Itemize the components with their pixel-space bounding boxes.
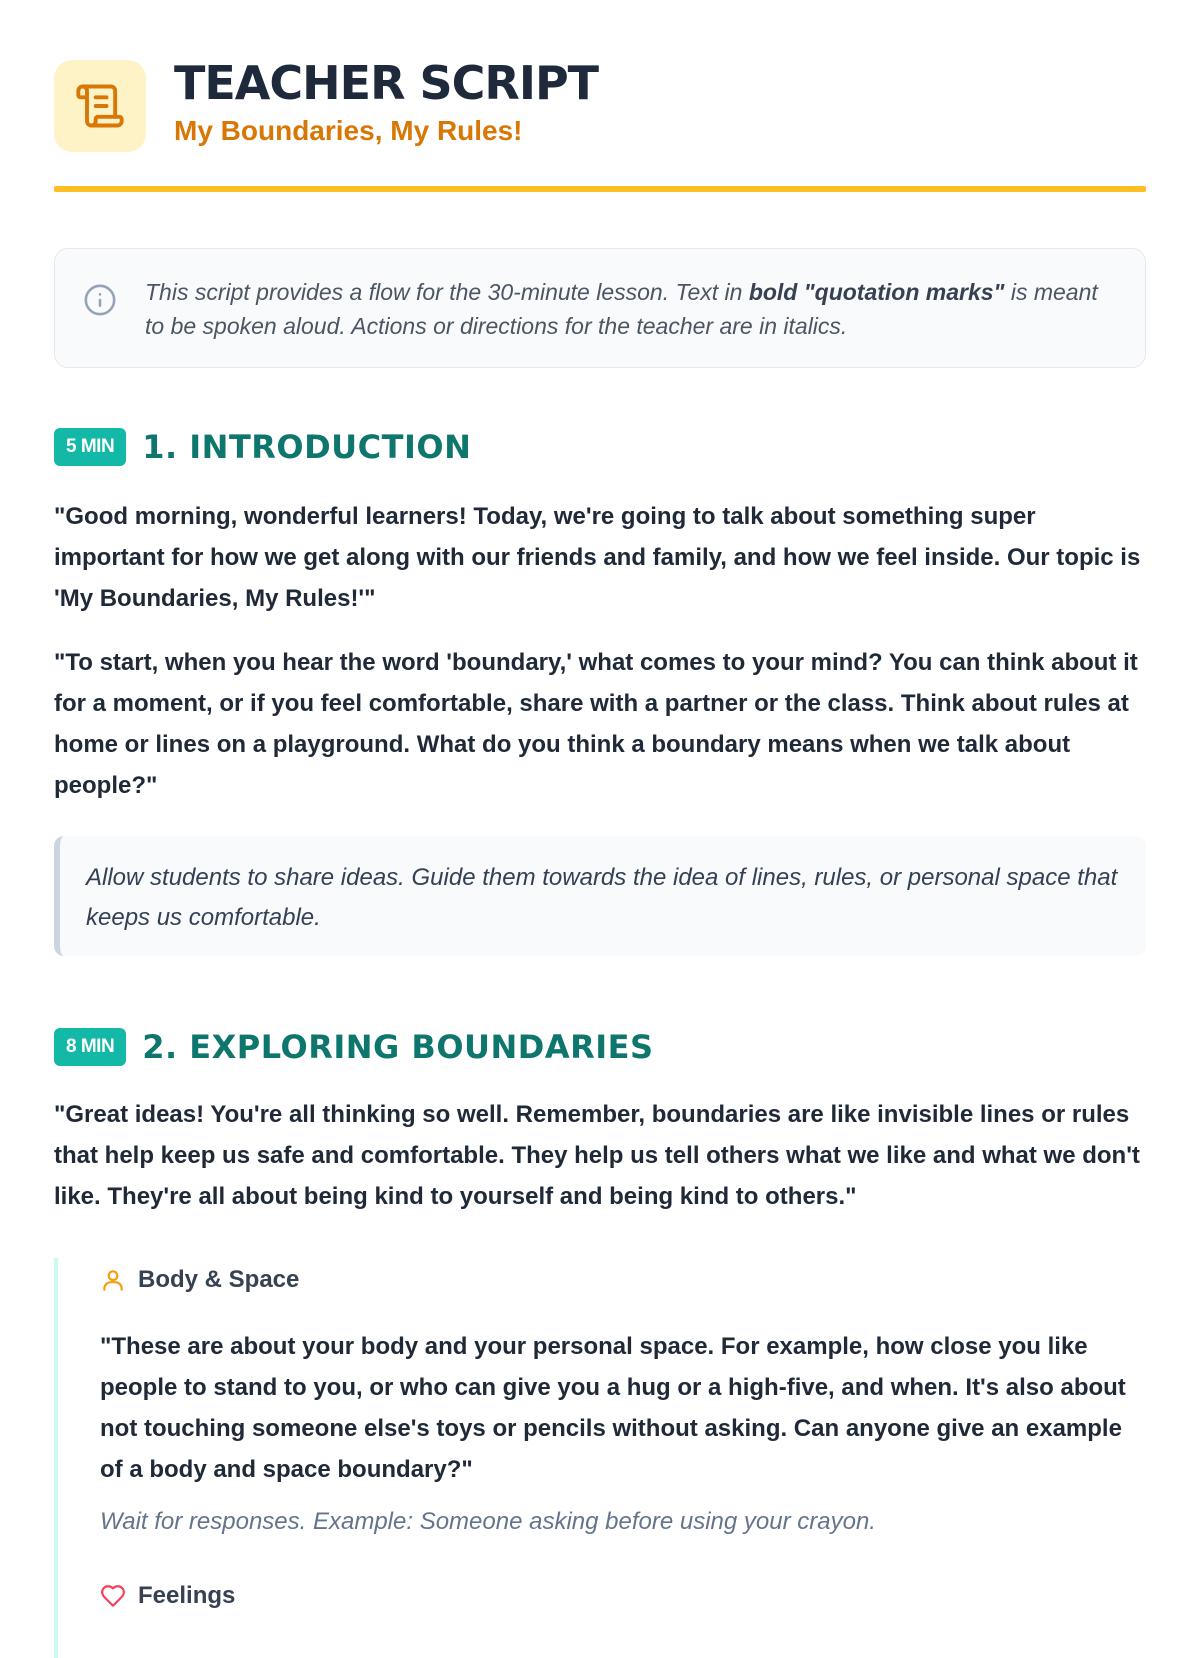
page-subtitle: My Boundaries, My Rules! <box>174 115 523 146</box>
info-callout <box>54 248 1146 368</box>
section-exploring-header <box>54 1028 654 1066</box>
section-title: 1. INTRODUCTION <box>142 428 472 466</box>
spoken-paragraph: "Good morning, wonderful learners! Today, we're going to talk about something super important for how we get along with our friends and family, and how we feel inside. Our topic is 'My Boundaries, My Rules!'" <box>54 503 1141 612</box>
subsection-body-space-header <box>100 1266 299 1294</box>
page-header <box>54 0 1146 146</box>
header-divider <box>54 186 1146 192</box>
page-title: TEACHER SCRIPT <box>174 56 599 110</box>
duration-badge: 5 MIN <box>54 428 126 466</box>
spoken-paragraph: "These are about your body and your personal space. For example, how close you like people to stand to you, or who can give you a hug or a high-five, and when. It's also about not touching someone else's toys or pencils without asking. Can anyone give an example of a body and space boundary?" <box>100 1333 1126 1483</box>
teacher-direction-note: Wait for responses. Example: Someone asking before using your crayon. <box>100 1508 876 1535</box>
duration-badge: 8 MIN <box>54 1028 126 1066</box>
boundary-types-block <box>54 1258 1146 1658</box>
info-icon <box>83 283 117 317</box>
info-text: This script provides a flow for the 30-minute lesson. Text in bold "quotation marks" is meant to be spoken aloud. Actions or directions for the teacher are in italics. <box>145 279 1098 339</box>
subsection-feelings-header <box>100 1582 235 1610</box>
spoken-paragraph: "Great ideas! You're all thinking so well. Remember, boundaries are like invisible lines or rules that help keep us safe and comfortable. They help us tell others what we like and what we don't like. They're all about being kind to yourself and being kind to others." <box>54 1101 1140 1210</box>
person-icon <box>100 1267 126 1293</box>
teacher-direction-note: Allow students to share ideas. Guide them towards the idea of lines, rules, or personal space that keeps us comfortable. <box>54 836 1146 956</box>
subsection-label: Body & Space <box>138 1266 300 1293</box>
spoken-paragraph: "To start, when you hear the word 'boundary,' what comes to your mind? You can think about it for a moment, or if you feel comfortable, share with a partner or the class. Think about rules at home or lines on a playground. What do you think a boundary means when we talk about people?" <box>54 649 1138 799</box>
section-title: 2. EXPLORING BOUNDARIES <box>142 1028 654 1066</box>
logo-badge <box>54 60 146 152</box>
heart-icon <box>100 1583 126 1609</box>
section-introduction-header <box>54 428 471 466</box>
scroll-icon <box>74 80 126 132</box>
subsection-label: Feelings <box>138 1582 236 1609</box>
